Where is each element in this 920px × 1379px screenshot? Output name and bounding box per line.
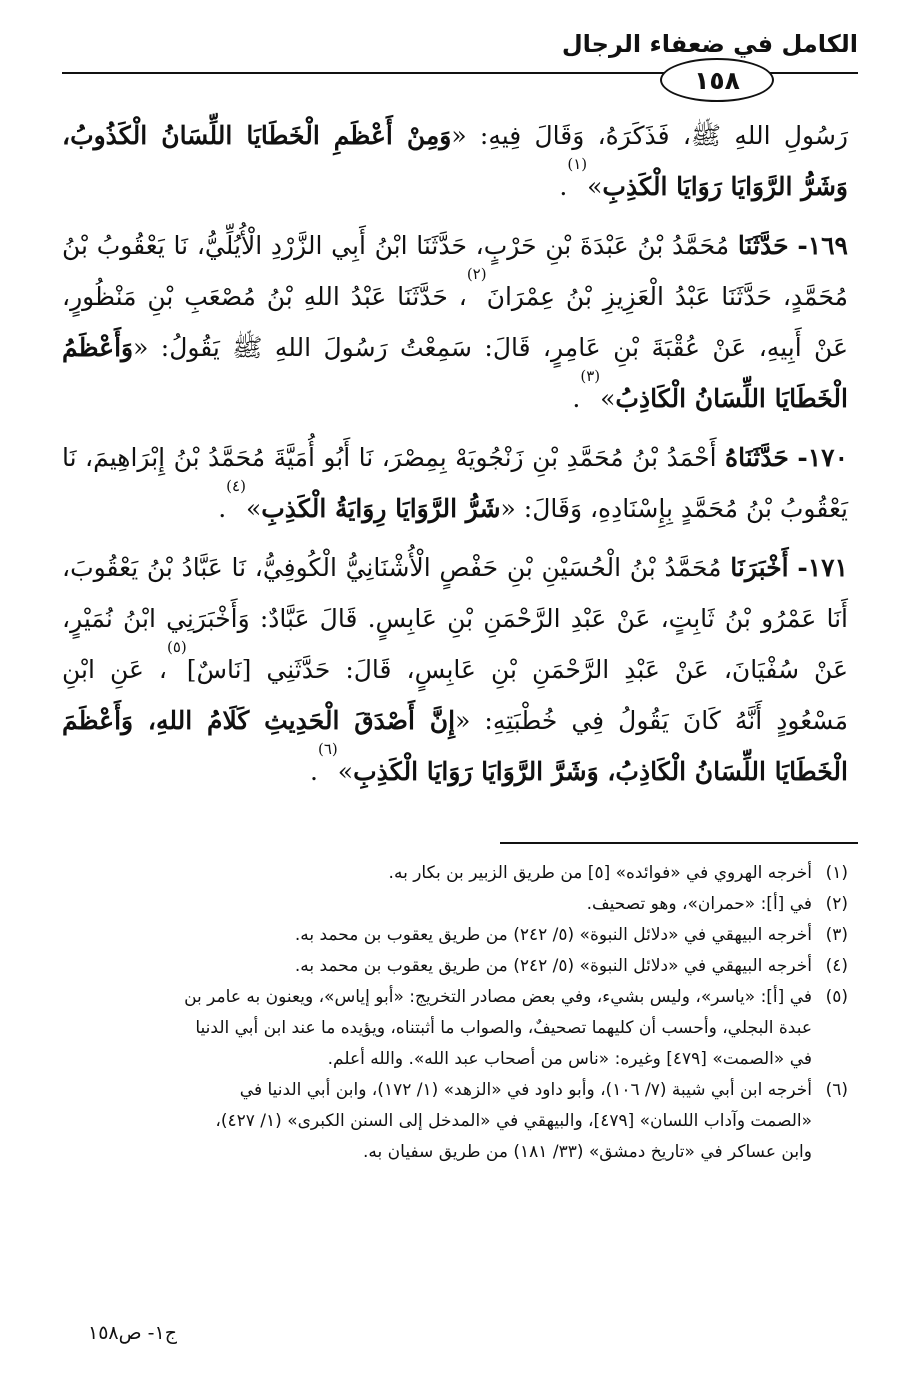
text-run: . — [310, 757, 318, 786]
page-number-badge — [660, 58, 774, 102]
footnote-line: أخرجه البيهقي في «دلائل النبوة» (٥/ ٢٤٢) من طريق يعقوب بن محمد به. — [294, 956, 812, 976]
footnote-item — [62, 920, 848, 951]
footnote-item — [62, 951, 848, 982]
text-run: . — [572, 384, 581, 413]
hadith-171 — [62, 542, 848, 797]
text-run: أَحْمَدُ بْنُ مُحَمَّدِ بْنِ زَنْجُويَهْ بِمِصْرَ، نَا أَبُو أُمَيَّةَ مُحَمَّدُ بْنُ إِبْرَاهِيمَ، نَا يَعْقُوبُ بْنُ مُحَمَّدٍ بِإِسْنَادِهِ، وَقَالَ: « — [62, 443, 848, 523]
transmission-lead: حَدَّثَنَاهُ — [725, 443, 789, 472]
footnote-ref: (٢) — [466, 265, 487, 283]
text-run: ، عَنِ ابْنِ مَسْعُودٍ أَنَّهُ كَانَ يَقُولُ فِي خُطْبَتِهِ: « — [62, 655, 848, 735]
text-run: . — [218, 494, 227, 523]
footnote-line: أخرجه الهروي في «فوائده» [٥] من طريق الزبير بن بكار به. — [388, 863, 812, 883]
footnote-line: في [أ]: «ياسر»، وليس بشيء، وفي بعض مصادر التخريج: «أبو إياس»، ويعنون به عامر بن — [184, 987, 812, 1007]
hadith-quote: شَرُّ الرَّوَايَا رِوَايَةُ الْكَذِبِ — [261, 494, 501, 523]
text-run: » — [600, 384, 616, 413]
transmission-lead: أَخْبَرَنَا — [730, 553, 789, 582]
footnote-line: أخرجه البيهقي في «دلائل النبوة» (٥/ ٢٤٢) من طريق يعقوب بن محمد به. — [294, 925, 812, 945]
footnote-ref: (٥) — [167, 638, 187, 656]
footnote-line: أخرجه ابن أبي شيبة (٧/ ١٠٦)، وأبو داود في «الزهد» (١/ ١٧٢)، وابن أبي الدنيا في — [239, 1080, 812, 1100]
hadith-number: ١٦٩- — [797, 231, 848, 260]
text-run: » — [337, 757, 354, 786]
footnote-number: (٢) — [825, 894, 848, 914]
hadith-quote: وَمِنْ أَعْظَمِ الْخَطَايَا اللِّسَانُ الْكَذُوبُ، وَشَرُّ الرَّوَايَا رَوَايَا الْكَذِبِ — [62, 121, 848, 201]
main-text — [62, 110, 848, 805]
footnote-item — [62, 982, 848, 1075]
volume-page-reference: ج١- ص١٥٨ — [88, 1322, 177, 1344]
footnote-number: (٣) — [825, 925, 848, 945]
page-number: ١٥٨ — [694, 65, 740, 95]
footnote-ref: (١) — [567, 155, 588, 173]
footnote-number: (٤) — [825, 956, 848, 976]
text-run: . — [559, 172, 568, 201]
hadith-quote: إِنَّ أَصْدَقَ الْحَدِيثِ كَلَامُ اللهِ، وَأَعْظَمَ الْخَطَايَا اللِّسَانُ الْكَاذِبُ، وَشَرَّ الرَّوَايَا رَوَايَا الْكَذِبِ — [62, 706, 848, 786]
footnote-number: (٥) — [825, 987, 848, 1007]
footnote-line: في [أ]: «حمران»، وهو تصحيف. — [586, 894, 812, 914]
footnote-ref: (٦) — [318, 740, 338, 758]
transmission-lead: حَدَّثَنَا — [737, 231, 789, 260]
footnote-item — [62, 889, 848, 920]
hadith-169 — [62, 220, 848, 424]
footnotes — [62, 858, 848, 1168]
hadith-quote: وَأَعْظَمُ الْخَطَايَا اللِّسَانُ الْكَاذِبُ — [62, 333, 848, 413]
footnote-ref: (٤) — [226, 477, 246, 495]
footnote-line: في «الصمت» [٤٧٩] وغيره: «ناس من أصحاب عبد الله». والله أعلم. — [327, 1049, 812, 1069]
text-run: رَسُولِ اللهِ ﷺ، فَذَكَرَهُ، وَقَالَ فِيهِ: « — [451, 121, 848, 150]
hadith-170 — [62, 432, 848, 534]
hadith-number: ١٧٠- — [797, 443, 849, 472]
text-run: ، حَدَّثَنَا عَبْدُ اللهِ بْنُ مُصْعَبِ بْنِ مَنْظُورٍ، عَنْ أَبِيهِ، عَنْ عُقْبَةَ بْنِ عَامِرٍ، قَالَ: سَمِعْتُ رَسُولَ اللهِ ﷺ يَقُولُ: « — [62, 282, 848, 362]
text-run: مُحَمَّدُ بْنُ عَبْدَةَ بْنِ حَرْبٍ، حَدَّثَنَا ابْنُ أَبِي الزَّرْدِ الْأُيُلِّيُّ، نَا يَعْقُوبُ بْنُ مُحَمَّدٍ، حَدَّثَنَا عَبْدُ الْعَزِيزِ بْنُ عِمْرَانَ — [62, 231, 848, 311]
footnote-ref: (٣) — [580, 367, 601, 385]
book-title: الكامل في ضعفاء الرجال — [561, 30, 858, 58]
footnote-line: وابن عساكر في «تاريخ دمشق» (٣٣/ ١٨١) من طريق سفيان به. — [363, 1142, 812, 1162]
footnote-number: (٦) — [825, 1080, 848, 1100]
footnote-line: «الصمت وآداب اللسان» [٤٧٩]، والبيهقي في «المدخل إلى السنن الكبرى» (١/ ٤٢٧)، — [215, 1111, 812, 1131]
footnote-item — [62, 1075, 848, 1168]
continuation-paragraph — [62, 110, 848, 212]
footnote-item — [62, 858, 848, 889]
text-run: » — [245, 494, 262, 523]
footnote-separator — [500, 842, 858, 844]
text-run: » — [587, 172, 603, 201]
text-run: مُحَمَّدُ بْنُ الْحُسَيْنِ بْنِ حَفْصٍ الْأُشْنَانِيُّ الْكُوفِيُّ، نَا عَبَّادُ بْنُ يَعْقُوبَ، أَنَا عَمْرُو بْنُ ثَابِتٍ، عَنْ عَبْدِ الرَّحْمَنِ بْنِ عَابِسٍ. قَالَ عَبَّادٌ: وَأَخْبَرَنِي ابْنُ نُمَيْرٍ، عَنْ سُفْيَانَ، عَنْ عَبْدِ الرَّحْمَنِ بْنِ عَابِسٍ، قَالَ: حَدَّثَنِي [نَاسٌ] — [62, 553, 848, 684]
hadith-number: ١٧١- — [797, 553, 848, 582]
footnote-line: عبدة البجلي، وأحسب أن كليهما تصحيفٌ، والصواب ما أثبتناه، ويؤيده ما عند ابن أبي الدنيا — [195, 1018, 812, 1038]
page-header — [62, 30, 858, 100]
footnote-number: (١) — [825, 863, 848, 883]
